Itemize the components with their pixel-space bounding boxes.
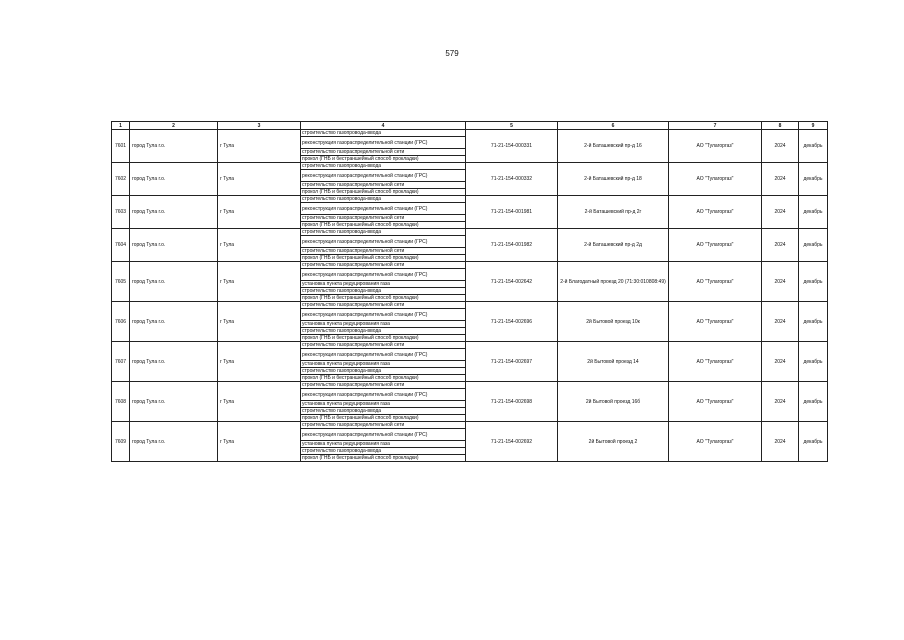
work-item: строительство газопровода-ввода [301,288,466,295]
work-item: прокол (ГНБ и бестраншейный способ прокладки) [301,415,466,422]
work-item: установка пункта редуцирования газа [301,321,466,328]
work-item: прокол (ГНБ и бестраншейный способ прокладки) [301,295,466,302]
column-header: 9 [799,122,828,130]
table-row [112,130,828,137]
object-code-cell: 71-21-154-000332 [466,163,558,196]
record-id: 7609 [112,422,130,462]
work-item: прокол (ГНБ и бестраншейный способ прокладки) [301,455,466,462]
table-row [112,262,828,269]
column-header: 7 [669,122,762,130]
operator-cell: АО "Тулагоргаз" [669,262,762,302]
work-item: прокол (ГНБ и бестраншейный способ прокладки) [301,222,466,229]
work-item: прокол (ГНБ и бестраншейный способ прокладки) [301,335,466,342]
month-cell: декабрь [799,262,828,302]
month-cell: декабрь [799,302,828,342]
column-header: 6 [558,122,669,130]
work-item: строительство газораспределительной сети [301,149,466,156]
table-body [112,122,828,462]
record-id: 7608 [112,382,130,422]
work-item: реконструкция газораспределительной станции (ГРС) [301,389,466,401]
table-row [112,422,828,429]
month-cell: декабрь [799,196,828,229]
work-item: строительство газораспределительной сети [301,248,466,255]
column-header: 5 [466,122,558,130]
locality-cell: г Тула [218,302,301,342]
year-cell: 2024 [762,302,799,342]
month-cell: декабрь [799,342,828,382]
work-item: прокол (ГНБ и бестраншейный способ прокладки) [301,255,466,262]
table-row [112,163,828,170]
work-item: строительство газораспределительной сети [301,422,466,429]
address-cell: 2й Бытовой проезд 14 [558,342,669,382]
month-cell: декабрь [799,130,828,163]
operator-cell: АО "Тулагоргаз" [669,422,762,462]
record-id: 7604 [112,229,130,262]
month-cell: декабрь [799,422,828,462]
locality-cell: г Тула [218,422,301,462]
work-item: строительство газопровода-ввода [301,196,466,203]
record-id: 7602 [112,163,130,196]
locality-cell: г Тула [218,130,301,163]
work-item: реконструкция газораспределительной станции (ГРС) [301,269,466,281]
work-item: строительство газопровода-ввода [301,130,466,137]
work-item: строительство газопровода-ввода [301,229,466,236]
work-item: установка пункта редуцирования газа [301,281,466,288]
year-cell: 2024 [762,342,799,382]
work-item: прокол (ГНБ и бестраншейный способ прокладки) [301,156,466,163]
district-cell: город Тула г.о. [130,229,218,262]
work-item: строительство газораспределительной сети [301,215,466,222]
record-id: 7601 [112,130,130,163]
object-code-cell: 71-21-154-000331 [466,130,558,163]
district-cell: город Тула г.о. [130,163,218,196]
year-cell: 2024 [762,422,799,462]
object-code-cell: 71-21-154-002642 [466,262,558,302]
work-item: строительство газопровода-ввода [301,408,466,415]
address-cell: 2й Бытовой проезд 2 [558,422,669,462]
work-item: реконструкция газораспределительной станции (ГРС) [301,137,466,149]
object-code-cell: 71-21-154-001982 [466,229,558,262]
object-code-cell: 71-21-154-001981 [466,196,558,229]
operator-cell: АО "Тулагоргаз" [669,382,762,422]
object-code-cell: 71-21-154-002696 [466,302,558,342]
year-cell: 2024 [762,196,799,229]
work-item: установка пункта редуцирования газа [301,401,466,408]
address-cell: 2-й Баташевский пр-д 2д [558,229,669,262]
record-id: 7605 [112,262,130,302]
work-item: установка пункта редуцирования газа [301,441,466,448]
operator-cell: АО "Тулагоргаз" [669,163,762,196]
object-code-cell: 71-21-154-002698 [466,382,558,422]
work-item: строительство газопровода-ввода [301,328,466,335]
district-cell: город Тула г.о. [130,422,218,462]
locality-cell: г Тула [218,196,301,229]
operator-cell: АО "Тулагоргаз" [669,342,762,382]
locality-cell: г Тула [218,262,301,302]
locality-cell: г Тула [218,342,301,382]
works-table [111,121,828,462]
operator-cell: АО "Тулагоргаз" [669,130,762,163]
table-row [112,302,828,309]
column-header: 8 [762,122,799,130]
locality-cell: г Тула [218,382,301,422]
record-id: 7606 [112,302,130,342]
year-cell: 2024 [762,229,799,262]
year-cell: 2024 [762,163,799,196]
work-item: строительство газораспределительной сети [301,382,466,389]
district-cell: город Тула г.о. [130,382,218,422]
district-cell: город Тула г.о. [130,302,218,342]
work-item: реконструкция газораспределительной станции (ГРС) [301,236,466,248]
locality-cell: г Тула [218,163,301,196]
work-item: строительство газораспределительной сети [301,302,466,309]
work-item: строительство газораспределительной сети [301,182,466,189]
table-row [112,196,828,203]
column-header: 3 [218,122,301,130]
year-cell: 2024 [762,130,799,163]
record-id: 7603 [112,196,130,229]
column-header: 4 [301,122,466,130]
address-cell: 2-й Благодатный проезд 20 (71:30:010808:49) [558,262,669,302]
month-cell: декабрь [799,163,828,196]
district-cell: город Тула г.о. [130,196,218,229]
work-item: строительство газопровода-ввода [301,448,466,455]
work-item: строительство газораспределительной сети [301,342,466,349]
address-cell: 2й Бытовой проезд 16б [558,382,669,422]
work-item: строительство газопровода-ввода [301,368,466,375]
district-cell: город Тула г.о. [130,342,218,382]
year-cell: 2024 [762,262,799,302]
year-cell: 2024 [762,382,799,422]
operator-cell: АО "Тулагоргаз" [669,302,762,342]
table-row [112,229,828,236]
work-item: реконструкция газораспределительной станции (ГРС) [301,349,466,361]
work-item: строительство газораспределительной сети [301,262,466,269]
work-item: прокол (ГНБ и бестраншейный способ прокладки) [301,189,466,196]
work-item: реконструкция газораспределительной станции (ГРС) [301,203,466,215]
locality-cell: г Тула [218,229,301,262]
district-cell: город Тула г.о. [130,130,218,163]
table-row [112,382,828,389]
object-code-cell: 71-21-154-002692 [466,422,558,462]
page-number: 579 [445,49,459,58]
column-header: 1 [112,122,130,130]
address-cell: 2-й Баташевский пр-д 2г [558,196,669,229]
table-row [112,342,828,349]
record-id: 7607 [112,342,130,382]
work-item: реконструкция газораспределительной станции (ГРС) [301,309,466,321]
operator-cell: АО "Тулагоргаз" [669,196,762,229]
district-cell: город Тула г.о. [130,262,218,302]
header-row [112,122,828,130]
object-code-cell: 71-21-154-002697 [466,342,558,382]
work-item: строительство газопровода-ввода [301,163,466,170]
address-cell: 2-й Баташевский пр-д 16 [558,130,669,163]
work-item: прокол (ГНБ и бестраншейный способ прокладки) [301,375,466,382]
work-item: реконструкция газораспределительной станции (ГРС) [301,429,466,441]
month-cell: декабрь [799,229,828,262]
address-cell: 2й Бытовой проезд 10к [558,302,669,342]
work-item: реконструкция газораспределительной станции (ГРС) [301,170,466,182]
column-header: 2 [130,122,218,130]
month-cell: декабрь [799,382,828,422]
operator-cell: АО "Тулагоргаз" [669,229,762,262]
address-cell: 2-й Баташевский пр-д 18 [558,163,669,196]
work-item: установка пункта редуцирования газа [301,361,466,368]
